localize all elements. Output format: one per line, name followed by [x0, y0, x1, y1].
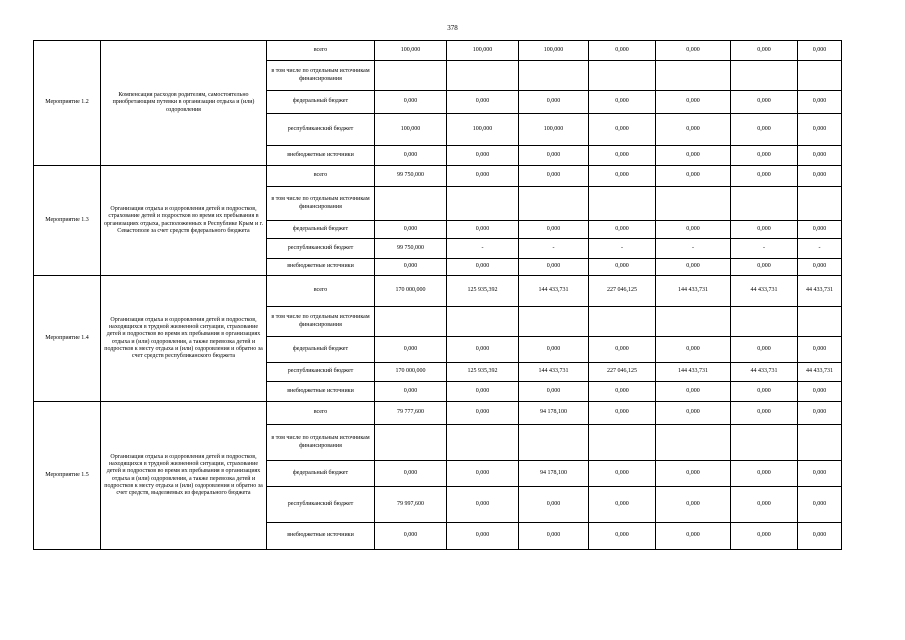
- funding-source: федеральный бюджет: [267, 337, 375, 363]
- value-cell: [731, 307, 798, 337]
- value-cell: 0,000: [731, 402, 798, 425]
- value-cell: 0,000: [519, 382, 589, 402]
- value-cell: 0,000: [798, 221, 842, 239]
- funding-source: внебюджетные источники: [267, 259, 375, 276]
- value-cell: 0,000: [731, 337, 798, 363]
- value-cell: 144 433,731: [656, 276, 731, 307]
- value-cell: [656, 61, 731, 91]
- funding-source: внебюджетные источники: [267, 523, 375, 550]
- value-cell: 0,000: [656, 221, 731, 239]
- value-cell: 0,000: [447, 523, 519, 550]
- value-cell: [375, 307, 447, 337]
- value-cell: 0,000: [656, 259, 731, 276]
- measure-name: Мероприятие 1.4: [34, 276, 101, 402]
- table-row: [34, 276, 842, 307]
- value-cell: 0,000: [731, 41, 798, 61]
- value-cell: 0,000: [589, 382, 656, 402]
- measure-name: Мероприятие 1.5: [34, 402, 101, 550]
- value-cell: 125 935,392: [447, 276, 519, 307]
- value-cell: 0,000: [375, 337, 447, 363]
- value-cell: 0,000: [447, 221, 519, 239]
- value-cell: 100,000: [447, 41, 519, 61]
- value-cell: 0,000: [589, 523, 656, 550]
- table-row: [34, 41, 842, 61]
- value-cell: 0,000: [798, 487, 842, 523]
- value-cell: 0,000: [519, 259, 589, 276]
- measure-name: Мероприятие 1.3: [34, 166, 101, 276]
- value-cell: 0,000: [447, 91, 519, 114]
- value-cell: 0,000: [447, 402, 519, 425]
- value-cell: 0,000: [447, 146, 519, 166]
- value-cell: [519, 425, 589, 461]
- value-cell: 0,000: [656, 337, 731, 363]
- value-cell: [375, 61, 447, 91]
- value-cell: 0,000: [731, 487, 798, 523]
- value-cell: [519, 307, 589, 337]
- funding-source: всего: [267, 41, 375, 61]
- value-cell: 0,000: [589, 146, 656, 166]
- value-cell: 0,000: [375, 259, 447, 276]
- value-cell: [798, 425, 842, 461]
- value-cell: 100,000: [447, 114, 519, 146]
- value-cell: 170 000,000: [375, 276, 447, 307]
- value-cell: 0,000: [731, 259, 798, 276]
- funding-source: внебюджетные источники: [267, 146, 375, 166]
- value-cell: [447, 425, 519, 461]
- value-cell: 0,000: [656, 91, 731, 114]
- value-cell: 0,000: [656, 461, 731, 487]
- value-cell: [798, 187, 842, 221]
- value-cell: 0,000: [447, 259, 519, 276]
- funding-source: федеральный бюджет: [267, 91, 375, 114]
- value-cell: 0,000: [731, 461, 798, 487]
- value-cell: 0,000: [798, 259, 842, 276]
- value-cell: 0,000: [519, 166, 589, 187]
- value-cell: 94 178,100: [519, 402, 589, 425]
- value-cell: 0,000: [589, 337, 656, 363]
- value-cell: 0,000: [375, 382, 447, 402]
- value-cell: [731, 187, 798, 221]
- value-cell: 0,000: [519, 523, 589, 550]
- value-cell: [731, 61, 798, 91]
- value-cell: [519, 187, 589, 221]
- value-cell: 0,000: [656, 166, 731, 187]
- value-cell: 0,000: [375, 91, 447, 114]
- value-cell: 0,000: [589, 166, 656, 187]
- funding-source: всего: [267, 402, 375, 425]
- value-cell: [447, 187, 519, 221]
- funding-source: в том числе по отдельным источникам финансирования: [267, 61, 375, 91]
- funding-source: в том числе по отдельным источникам финансирования: [267, 425, 375, 461]
- value-cell: 0,000: [731, 382, 798, 402]
- measure-description: Организация отдыха и оздоровления детей и подростков, страхование детей и подростков во время их пребывания в организациях отдыха, расположенных в Республике Крым и г. Севастополе за счет средств федерального бюджета: [101, 166, 267, 276]
- measure-description: Организация отдыха и оздоровления детей и подростков, находящихся в трудной жизненной ситуации, страхование детей и подростков во время их пребывания в организациях отдыха и (или) оздоровления, а также перевозка детей и подростков к месту отдыха и (или) оздоровления и обратно за счет средств, выделяемых из федерального бюджета: [101, 402, 267, 550]
- value-cell: -: [731, 239, 798, 259]
- value-cell: 100,000: [519, 41, 589, 61]
- value-cell: 0,000: [798, 382, 842, 402]
- value-cell: 0,000: [798, 146, 842, 166]
- value-cell: [375, 425, 447, 461]
- funding-source: в том числе по отдельным источникам финансирования: [267, 187, 375, 221]
- value-cell: 0,000: [798, 166, 842, 187]
- value-cell: [589, 187, 656, 221]
- value-cell: 227 046,125: [589, 363, 656, 382]
- funding-source: республиканский бюджет: [267, 363, 375, 382]
- value-cell: 0,000: [798, 91, 842, 114]
- value-cell: 170 000,000: [375, 363, 447, 382]
- measure-description: Организация отдыха и оздоровления детей и подростков, находящихся в трудной жизненной ситуации, страхование детей и подростков во время их пребывания в организациях отдыха и (или) оздоровления, а также перевозка детей и подростков к месту отдыха и (или) оздоровления и обратно за счет средств республиканского бюджета: [101, 276, 267, 402]
- value-cell: 44 433,731: [731, 276, 798, 307]
- value-cell: [731, 425, 798, 461]
- value-cell: 0,000: [798, 461, 842, 487]
- funding-source: федеральный бюджет: [267, 221, 375, 239]
- value-cell: 0,000: [798, 523, 842, 550]
- value-cell: 99 750,000: [375, 239, 447, 259]
- value-cell: -: [447, 239, 519, 259]
- value-cell: 0,000: [656, 523, 731, 550]
- value-cell: 227 046,125: [589, 276, 656, 307]
- value-cell: 0,000: [731, 523, 798, 550]
- value-cell: 0,000: [447, 461, 519, 487]
- value-cell: 0,000: [519, 487, 589, 523]
- value-cell: 0,000: [589, 41, 656, 61]
- value-cell: 79 777,600: [375, 402, 447, 425]
- value-cell: 144 433,731: [656, 363, 731, 382]
- value-cell: 0,000: [589, 259, 656, 276]
- value-cell: [589, 425, 656, 461]
- value-cell: 144 433,731: [519, 363, 589, 382]
- value-cell: 0,000: [798, 337, 842, 363]
- funding-source: республиканский бюджет: [267, 487, 375, 523]
- value-cell: 0,000: [731, 114, 798, 146]
- funding-source: всего: [267, 276, 375, 307]
- measure-description: Компенсация расходов родителям, самостоятельно приобретающим путевки в организации отдыха и (или) оздоровления: [101, 41, 267, 166]
- value-cell: 0,000: [656, 487, 731, 523]
- value-cell: 0,000: [589, 114, 656, 146]
- value-cell: 0,000: [519, 221, 589, 239]
- table-row: [34, 402, 842, 425]
- value-cell: [798, 307, 842, 337]
- value-cell: [656, 187, 731, 221]
- funding-source: в том числе по отдельным источникам финансирования: [267, 307, 375, 337]
- value-cell: [589, 61, 656, 91]
- value-cell: 0,000: [731, 166, 798, 187]
- value-cell: -: [589, 239, 656, 259]
- value-cell: 0,000: [798, 114, 842, 146]
- value-cell: 0,000: [447, 382, 519, 402]
- value-cell: 0,000: [519, 146, 589, 166]
- value-cell: 44 433,731: [731, 363, 798, 382]
- value-cell: 44 433,731: [798, 363, 842, 382]
- value-cell: 0,000: [731, 146, 798, 166]
- value-cell: 94 178,100: [519, 461, 589, 487]
- value-cell: [798, 61, 842, 91]
- funding-source: республиканский бюджет: [267, 239, 375, 259]
- value-cell: 99 750,000: [375, 166, 447, 187]
- value-cell: 0,000: [589, 461, 656, 487]
- value-cell: [447, 307, 519, 337]
- value-cell: 0,000: [656, 402, 731, 425]
- value-cell: 0,000: [375, 146, 447, 166]
- value-cell: -: [519, 239, 589, 259]
- value-cell: 0,000: [798, 41, 842, 61]
- value-cell: [447, 61, 519, 91]
- value-cell: [519, 61, 589, 91]
- value-cell: [656, 425, 731, 461]
- value-cell: 0,000: [731, 221, 798, 239]
- funding-source: внебюджетные источники: [267, 382, 375, 402]
- value-cell: 0,000: [656, 41, 731, 61]
- value-cell: 100,000: [375, 41, 447, 61]
- value-cell: 0,000: [519, 91, 589, 114]
- value-cell: 79 997,600: [375, 487, 447, 523]
- value-cell: 0,000: [656, 382, 731, 402]
- value-cell: 0,000: [447, 166, 519, 187]
- value-cell: 0,000: [589, 402, 656, 425]
- page-number: 378: [447, 24, 458, 32]
- value-cell: 0,000: [375, 523, 447, 550]
- value-cell: 0,000: [375, 221, 447, 239]
- funding-source: республиканский бюджет: [267, 114, 375, 146]
- measure-name: Мероприятие 1.2: [34, 41, 101, 166]
- value-cell: [589, 307, 656, 337]
- value-cell: [375, 187, 447, 221]
- value-cell: 0,000: [798, 402, 842, 425]
- value-cell: 0,000: [519, 337, 589, 363]
- value-cell: 0,000: [731, 91, 798, 114]
- value-cell: -: [656, 239, 731, 259]
- value-cell: [656, 307, 731, 337]
- value-cell: 0,000: [656, 114, 731, 146]
- value-cell: 0,000: [656, 146, 731, 166]
- value-cell: 0,000: [589, 487, 656, 523]
- table-row: [34, 166, 842, 187]
- value-cell: 0,000: [447, 487, 519, 523]
- value-cell: 100,000: [375, 114, 447, 146]
- funding-source: всего: [267, 166, 375, 187]
- value-cell: -: [798, 239, 842, 259]
- funding-source: федеральный бюджет: [267, 461, 375, 487]
- value-cell: 0,000: [447, 337, 519, 363]
- funding-table: [33, 40, 842, 550]
- value-cell: 0,000: [589, 91, 656, 114]
- value-cell: 0,000: [589, 221, 656, 239]
- value-cell: 0,000: [375, 461, 447, 487]
- value-cell: 44 433,731: [798, 276, 842, 307]
- value-cell: 125 935,392: [447, 363, 519, 382]
- value-cell: 144 433,731: [519, 276, 589, 307]
- value-cell: 100,000: [519, 114, 589, 146]
